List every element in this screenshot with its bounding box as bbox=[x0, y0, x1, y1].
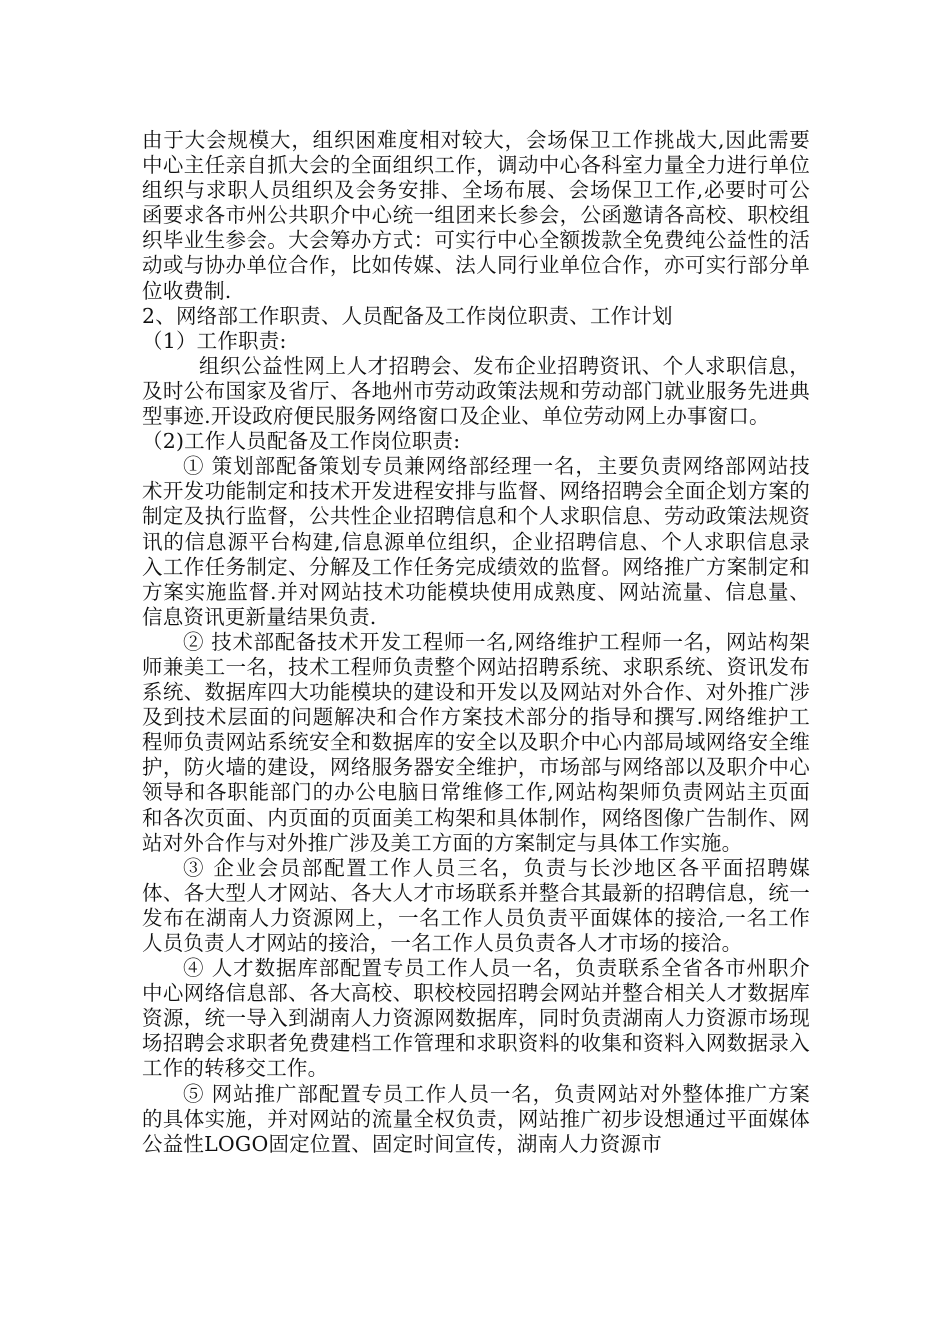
paragraph-planning-dept: ① 策划部配备策划专员兼网络部经理一名，主要负责网络部网站技术开发功能制定和技术开发进程安排与监督、网络招聘会全面企划方案的制定及执行监督，公共性企业招聘信息和个人求职信息、劳动政策法规资讯的信息源平台构建,信息源单位组织，企业招聘信息、个人求职信息录入工作任务制定、分解及工作任务完成绩效的监督。网络推广方案制定和方案实施监督.并对网站技术功能模块使用成熟度、网站流量、信息量、信息资讯更新量结果负责. bbox=[142, 454, 810, 629]
paragraph-promotion-dept: ⑤ 网站推广部配置专员工作人员一名，负责网站对外整体推广方案的具体实施，并对网站的流量全权负责，网站推广初步设想通过平面媒体公益性LOGO固定位置、固定时间宣传，湖南人力资源市 bbox=[142, 1081, 810, 1156]
document-body bbox=[142, 128, 810, 1157]
section-heading-network-dept: 2、网络部工作职责、人员配备及工作岗位职责、工作计划 bbox=[142, 303, 673, 328]
subheading-job-duties: （1）工作职责: bbox=[142, 328, 287, 353]
paragraph-database-dept: ④ 人才数据库部配置专员工作人员一名，负责联系全省各市州职介中心网络信息部、各大高校、职校校园招聘会网站并整合相关人才数据库资源，统一导入到湖南人力资源网数据库，同时负责湖南人力资源市场现场招聘会求职者免费建档工作管理和求职资料的收集和资料入网数据录入工作的转移交工作。 bbox=[142, 956, 810, 1081]
paragraph-member-dept: ③ 企业会员部配置工作人员三名，负责与长沙地区各平面招聘媒体、各大型人才网站、各大人才市场联系并整合其最新的招聘信息，统一发布在湖南人力资源网上，一名工作人员负责平面媒体的接洽,一名工作人员负责人才网站的接洽，一名工作人员负责各人才市场的接洽。 bbox=[142, 855, 810, 955]
subheading-staffing: （2)工作人员配备及工作岗位职责: bbox=[142, 429, 461, 454]
paragraph-tech-dept: ② 技术部配备技术开发工程师一名,网络维护工程师一名，网站构架师兼美工一名，技术工程师负责整个网站招聘系统、求职系统、资讯发布系统、数据库四大功能模块的建设和开发以及网站对外合作、对外推广涉及到技术层面的问题解决和合作方案技术部分的指导和撰写.网络维护工程师负责网站系统安全和数据库的安全以及职介中心内部局域网络安全维护，防火墙的建设，网络服务器安全维护，市场部与网络部以及职介中心领导和各职能部门的办公电脑日常维修工作,网站构架师负责网站主页面和各次页面、内页面的页面美工构架和具体制作，网络图像广告制作、网站对外合作与对外推广涉及美工方面的方案制定与具体工作实施。 bbox=[142, 629, 810, 855]
paragraph-job-duties: 组织公益性网上人才招聘会、发布企业招聘资讯、个人求职信息，及时公布国家及省厅、各地州市劳动政策法规和劳动部门就业服务先进典型事迹.开设政府便民服务网络窗口及企业、单位劳动网上办事窗口。 bbox=[142, 353, 810, 429]
paragraph-fair-organization: 由于大会规模大，组织困难度相对较大，会场保卫工作挑战大,因此需要中心主任亲自抓大会的全面组织工作，调动中心各科室力量全力进行单位组织与求职人员组织及会务安排、全场布展、会场保卫工作,必要时可公函要求各市州公共职介中心统一组团来长参会，公函邀请各高校、职校组织毕业生参会。大会筹办方式：可实行中心全额拨款全免费纯公益性的活动或与协办单位合作，比如传媒、法人同行业单位合作，亦可实行部分单位收费制. bbox=[142, 128, 810, 303]
